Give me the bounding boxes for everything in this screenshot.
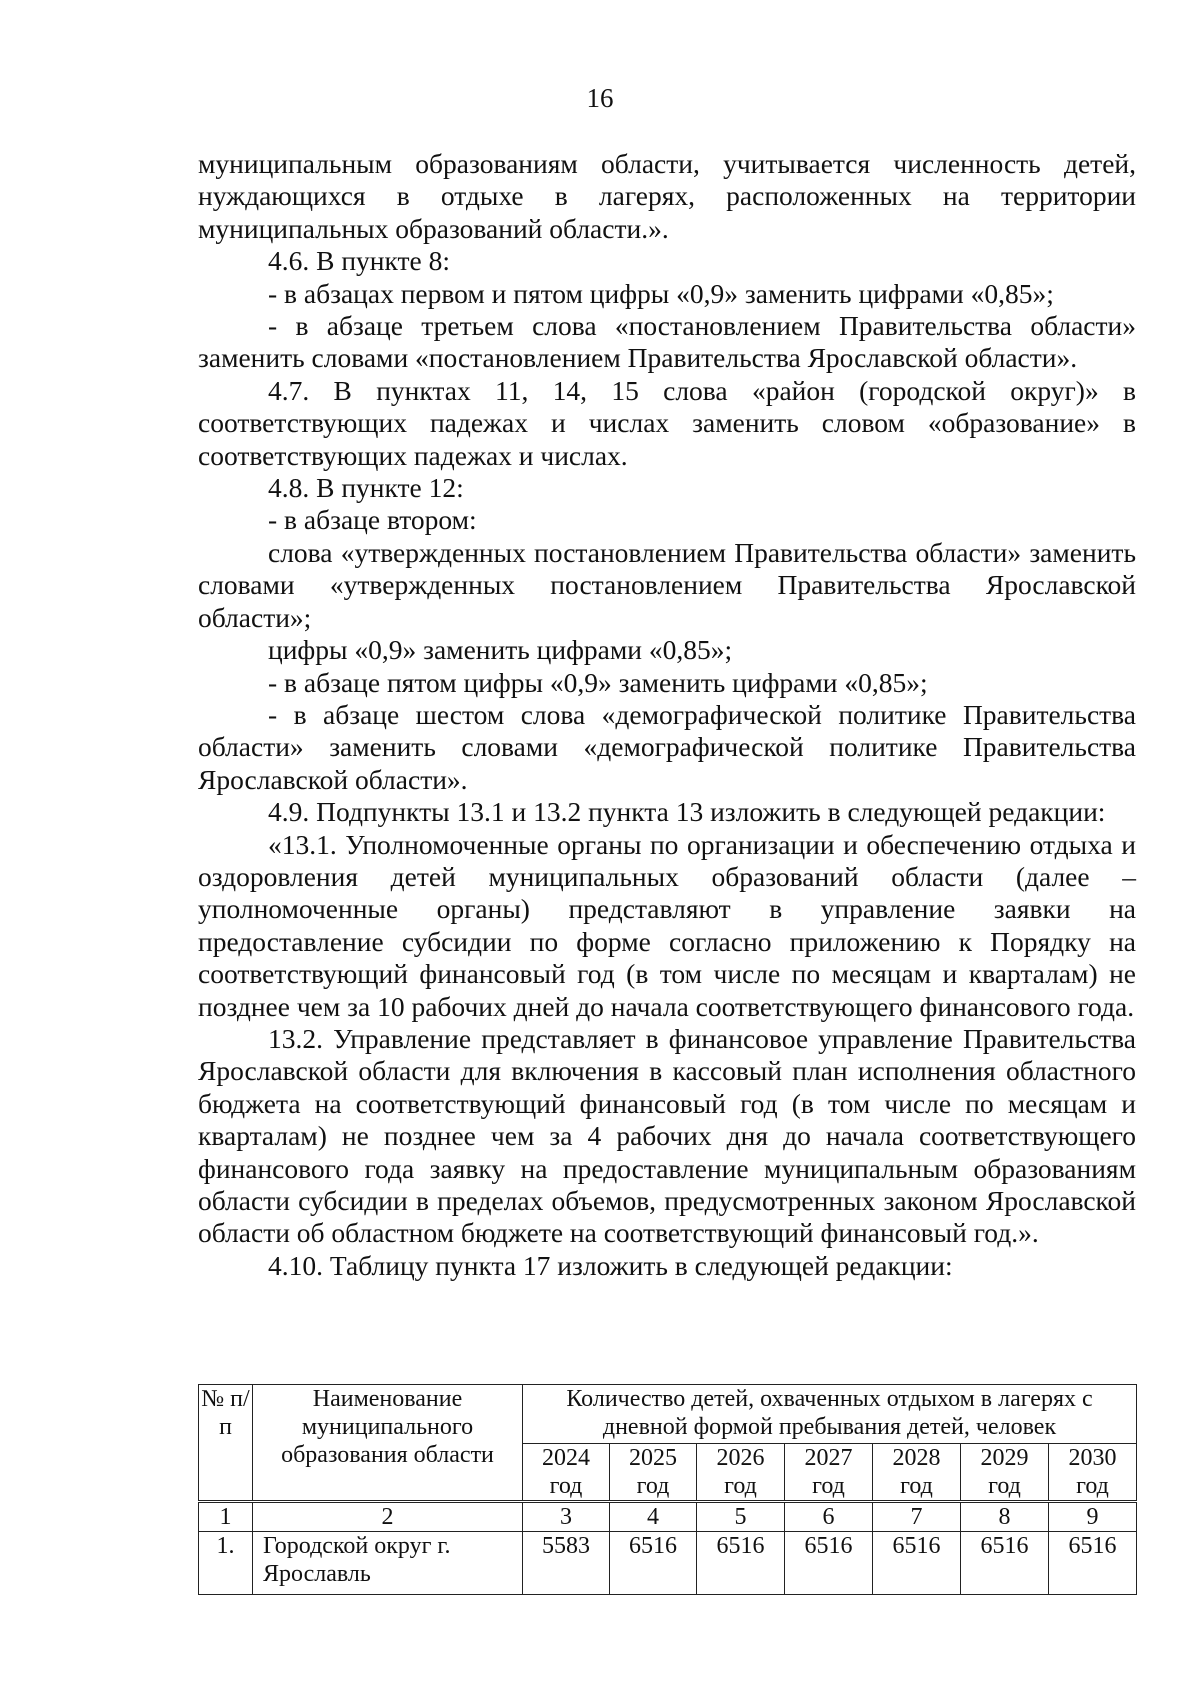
column-index: 2	[253, 1502, 523, 1532]
header-group: Количество детей, охваченных отдыхом в лагерях с дневной формой пребывания детей, человек	[523, 1385, 1137, 1444]
children-count-table-wrap	[198, 1384, 1136, 1595]
row-name: Городской округ г. Ярославль	[253, 1532, 523, 1595]
column-index: 5	[697, 1502, 785, 1532]
row-value: 6516	[961, 1532, 1049, 1595]
header-name: Наименование муниципального образования области	[253, 1385, 523, 1502]
year-header: 2027 год	[785, 1444, 873, 1502]
paragraph: 4.6. В пункте 8:	[268, 245, 451, 277]
children-count-table	[198, 1384, 1137, 1595]
paragraph: «13.1. Уполномоченные органы по организации и обеспечению отдыха и оздоровления детей муниципальных образований области (далее – уполномоченные органы) представляют в управление заявки на предоставление субсидии по форме согласно приложению к Порядку на соответствующий финансовый год (в том числе по месяцам и кварталам) не позднее чем за 10 рабочих дней до начала соответствующего финансового года.	[198, 828, 1136, 1022]
column-index: 3	[523, 1502, 610, 1532]
table-row	[199, 1532, 1137, 1595]
paragraph: - в абзаце третьем слова «постановлением Правительства области» заменить словами «постановлением Правительства Ярославской области».	[198, 310, 1136, 374]
table-index-row	[199, 1502, 1137, 1532]
row-value: 6516	[1049, 1532, 1137, 1595]
row-value: 6516	[873, 1532, 961, 1595]
year-header: 2025 год	[610, 1444, 697, 1502]
year-header: 2024 год	[523, 1444, 610, 1502]
row-value: 6516	[610, 1532, 697, 1595]
paragraph: цифры «0,9» заменить цифрами «0,85»;	[268, 634, 733, 666]
paragraph: 4.10. Таблицу пункта 17 изложить в следующей редакции:	[268, 1249, 953, 1281]
column-index: 1	[199, 1502, 253, 1532]
paragraph: - в абзацах первом и пятом цифры «0,9» заменить цифрами «0,85»;	[268, 277, 1054, 309]
paragraph: слова «утвержденных постановлением Правительства области» заменить словами «утвержденных постановлением Правительства Ярославской области»;	[198, 536, 1136, 633]
paragraph: 4.9. Подпункты 13.1 и 13.2 пункта 13 изложить в следующей редакции:	[268, 796, 1106, 828]
paragraph: - в абзаце пятом цифры «0,9» заменить цифрами «0,85»;	[268, 666, 928, 698]
paragraph: 13.2. Управление представляет в финансовое управление Правительства Ярославской области для включения в кассовый план исполнения областного бюджета на соответствующий финансовый год (в том числе по месяцам и кварталам) не позднее чем за 4 рабочих дня до начала соответствующего финансового года заявку на предоставление муниципальным образованиям области субсидии в пределах объемов, предусмотренных законом Ярославской области об областном бюджете на соответствующий финансовый год.».	[198, 1022, 1136, 1249]
row-value: 6516	[697, 1532, 785, 1595]
column-index: 4	[610, 1502, 697, 1532]
year-header: 2026 год	[697, 1444, 785, 1502]
year-header: 2029 год	[961, 1444, 1049, 1502]
page-number: 16	[586, 83, 614, 113]
paragraph: 4.7. В пунктах 11, 14, 15 слова «район (городской округ)» в соответствующих падежах и числах заменить словом «образование» в соответствующих падежах и числах.	[198, 374, 1136, 471]
column-index: 6	[785, 1502, 873, 1532]
paragraph: муниципальным образованиям области, учитывается численность детей, нуждающихся в отдыхе в лагерях, расположенных на территории муниципальных образований области.».	[198, 148, 1136, 244]
row-value: 5583	[523, 1532, 610, 1595]
table-header-row	[199, 1385, 1137, 1444]
header-num: № п/п	[199, 1385, 253, 1502]
document-body	[198, 148, 1136, 1282]
column-index: 9	[1049, 1502, 1137, 1532]
paragraph: - в абзаце шестом слова «демографической политике Правительства области» заменить словами «демографической политике Правительства Ярославской области».	[198, 698, 1136, 795]
column-index: 7	[873, 1502, 961, 1532]
paragraph: - в абзаце втором:	[268, 504, 477, 536]
paragraph: 4.8. В пункте 12:	[268, 472, 464, 504]
row-value: 6516	[785, 1532, 873, 1595]
year-header: 2028 год	[873, 1444, 961, 1502]
column-index: 8	[961, 1502, 1049, 1532]
row-num: 1.	[199, 1532, 253, 1595]
year-header: 2030 год	[1049, 1444, 1137, 1502]
